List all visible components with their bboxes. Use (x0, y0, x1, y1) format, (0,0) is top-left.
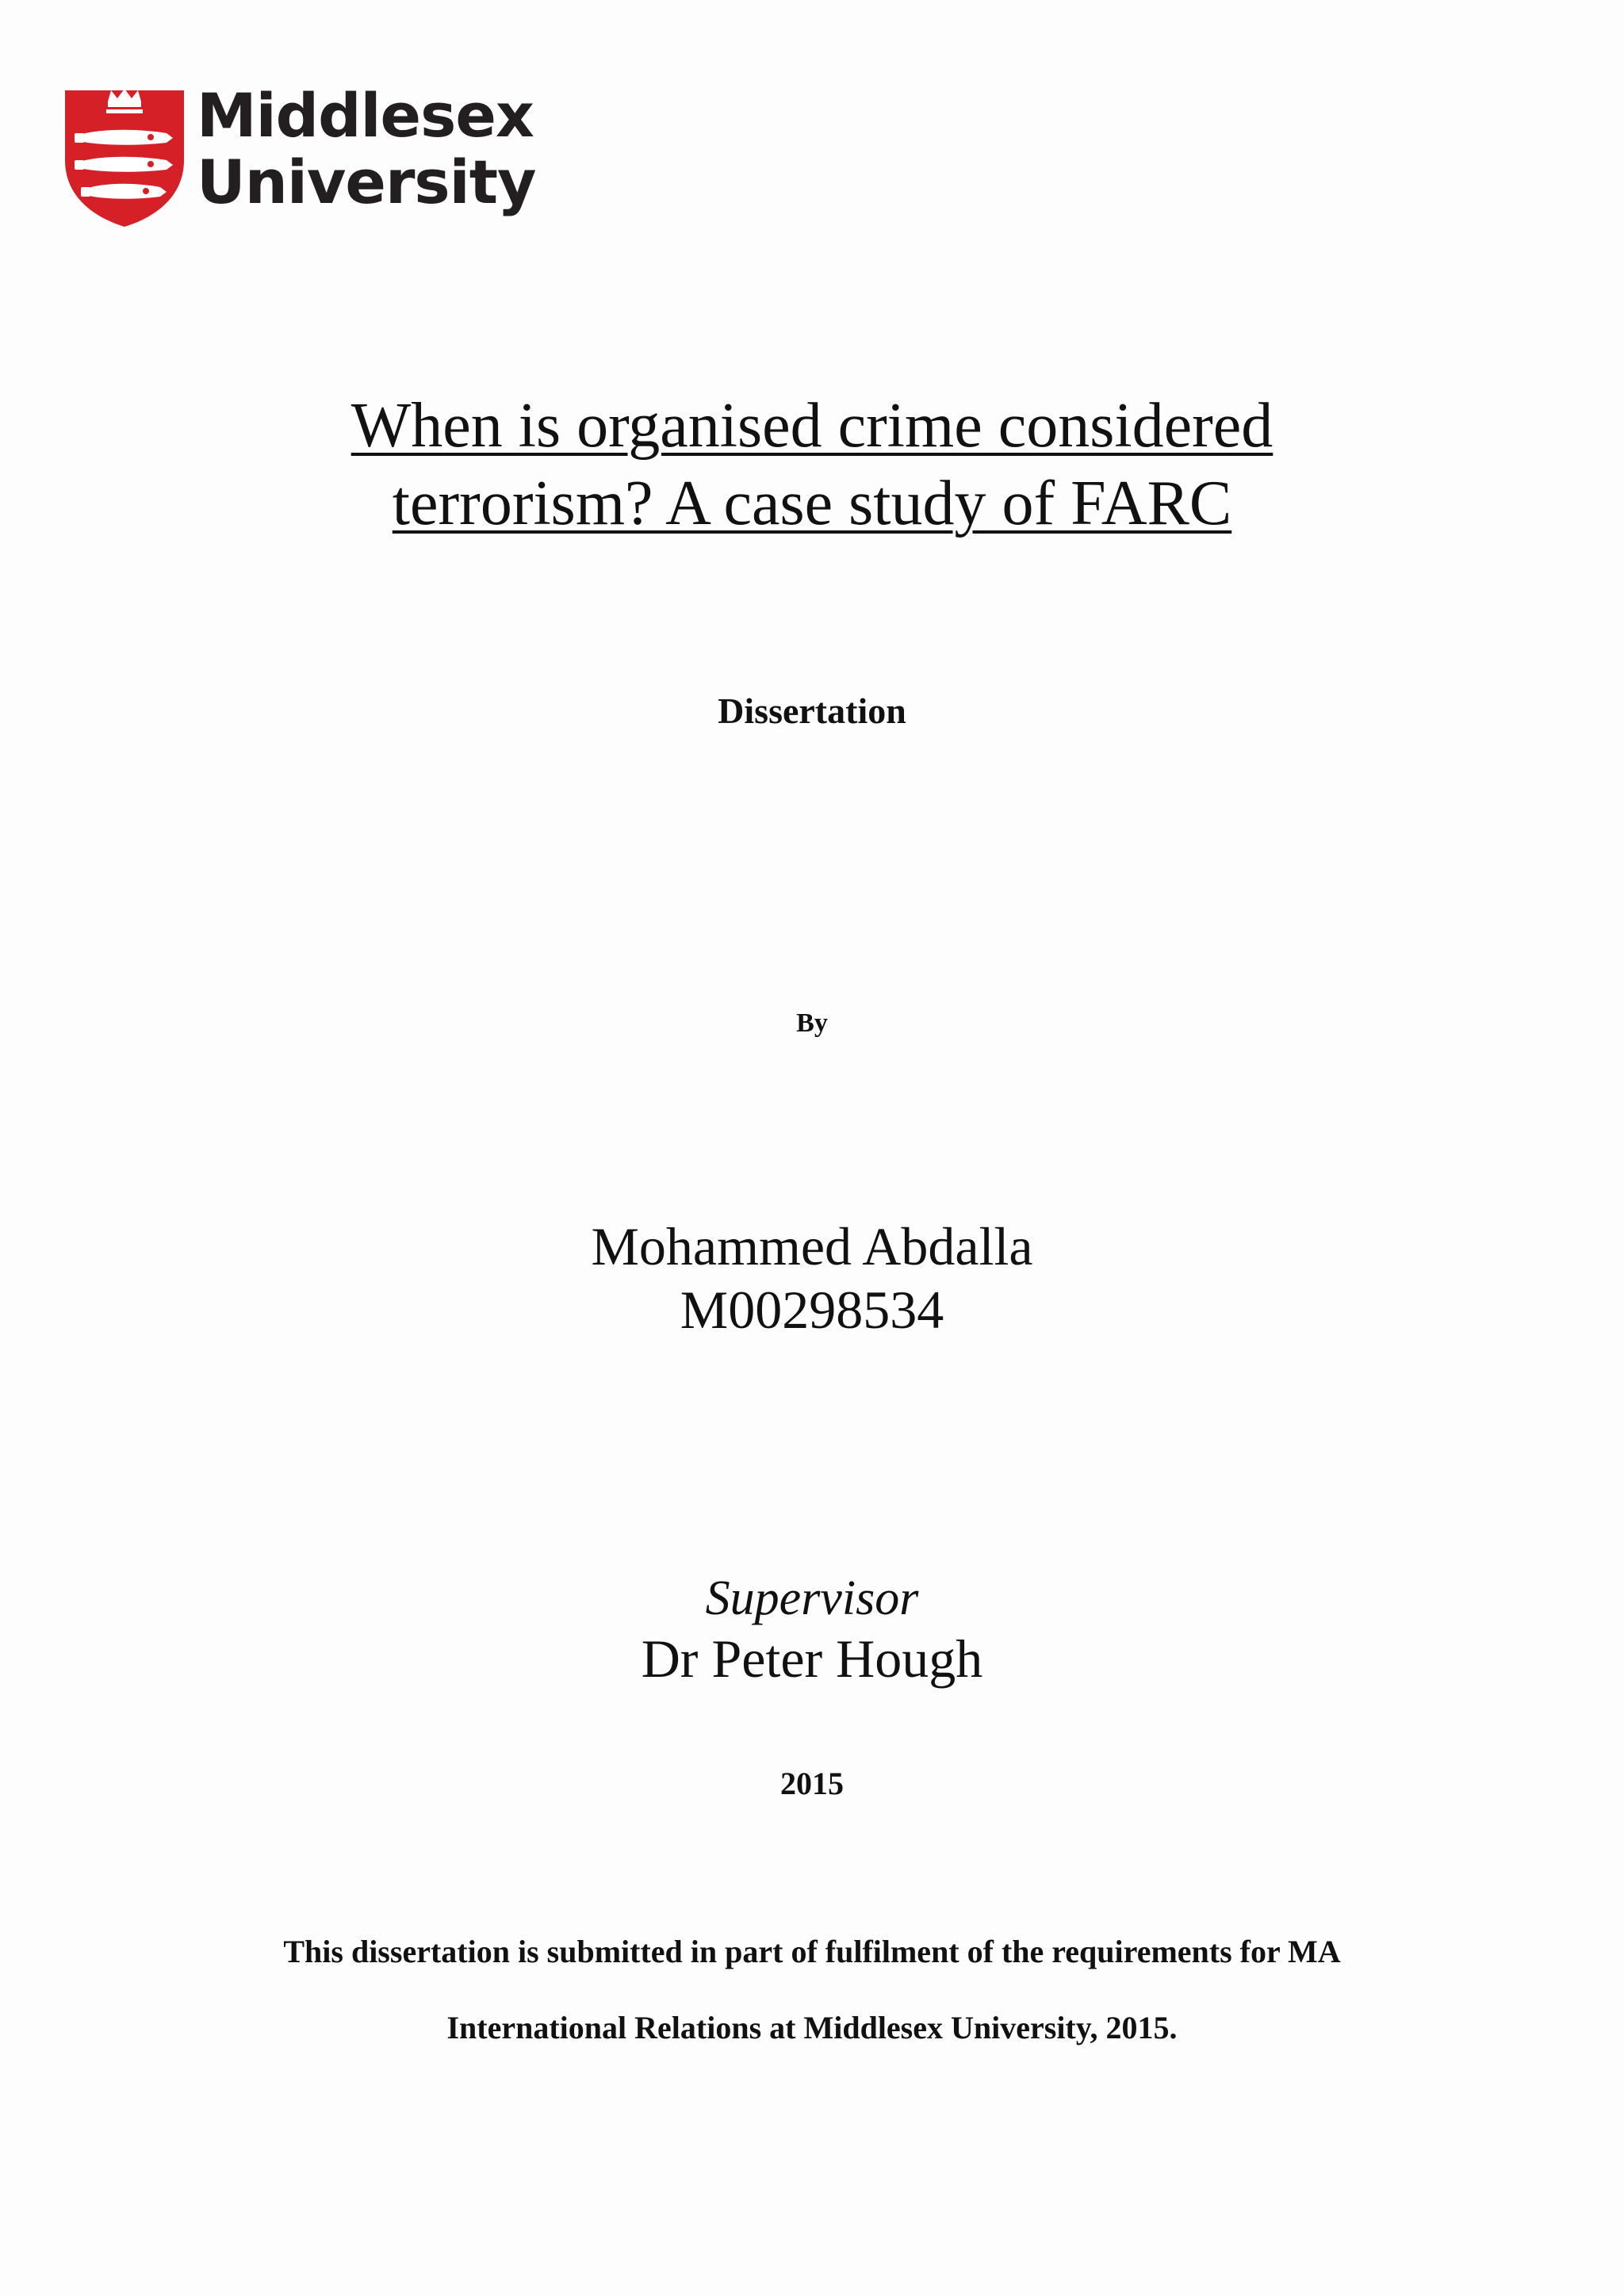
shield-three-seaxes-crown-icon (62, 87, 187, 228)
statement-line-1: This dissertation is submitted in part of fulfilment of the requirements for MA (283, 1934, 1341, 1969)
submission-statement (0, 1914, 1624, 2066)
supervisor-label: Supervisor (705, 1571, 919, 1625)
university-logo (62, 80, 536, 233)
wordmark-line-2: University (197, 147, 536, 217)
supervisor-block (0, 1568, 1624, 1689)
author-name: Mohammed Abdalla (591, 1216, 1033, 1276)
author-block (0, 1215, 1624, 1341)
statement-line-2: International Relations at Middlesex University, 2015. (446, 2010, 1178, 2045)
title-line-2: terrorism? A case study of FARC (392, 469, 1232, 538)
dissertation-title (0, 387, 1624, 542)
university-wordmark (197, 82, 536, 216)
student-id: M00298534 (680, 1280, 944, 1340)
wordmark-line-1: Middlesex (197, 80, 534, 151)
title-line-1: When is organised crime considered (350, 391, 1274, 461)
supervisor-name: Dr Peter Hough (641, 1628, 983, 1689)
by-label: By (796, 1008, 828, 1038)
document-type: Dissertation (718, 691, 906, 731)
submission-year: 2015 (780, 1766, 844, 1801)
